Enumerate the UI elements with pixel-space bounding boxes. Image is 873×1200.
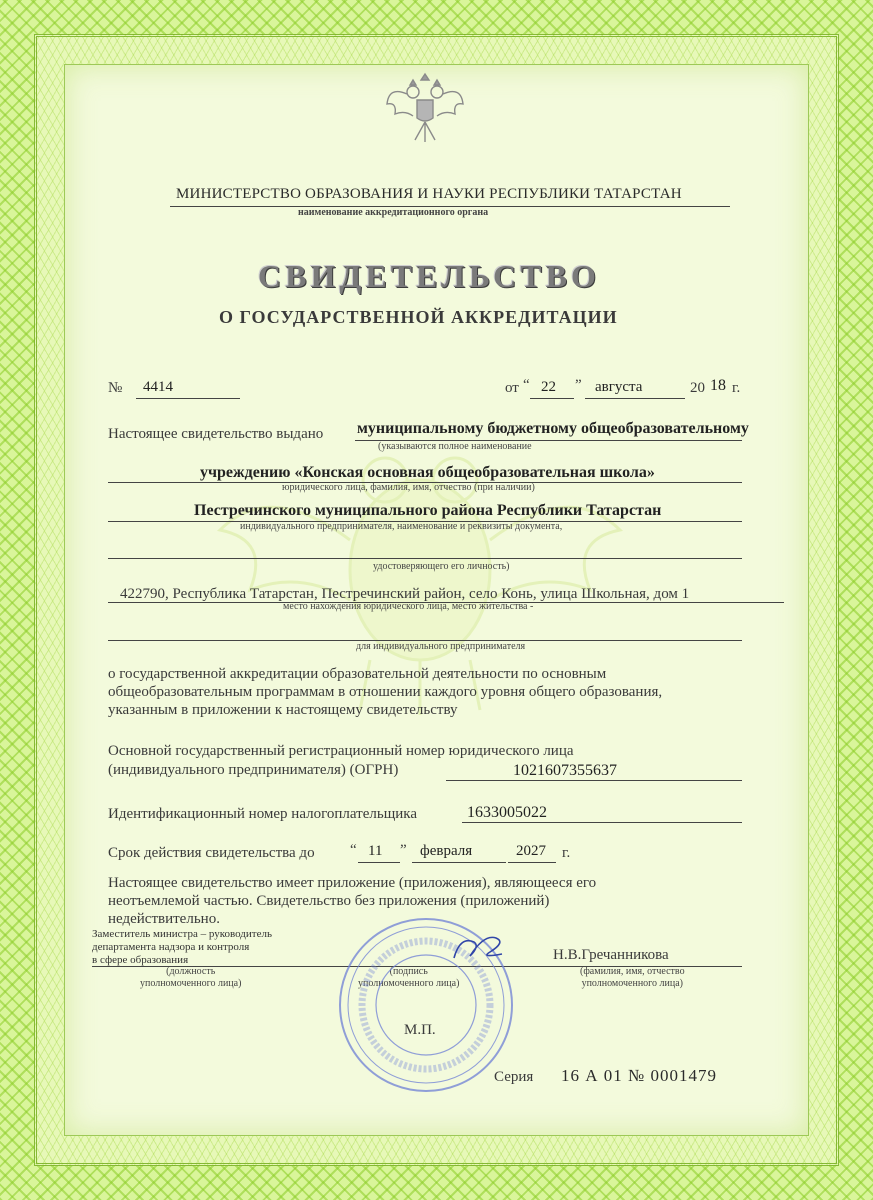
inn-value: 1633005022: [467, 804, 547, 821]
caption-signature-line-1: (подпись: [389, 966, 428, 977]
caption-entrepreneur-location: для индивидуального предпринимателя: [356, 641, 526, 652]
ogrn-value: 1021607355637: [513, 762, 617, 779]
certificate-number: 4414: [143, 379, 173, 395]
caption-name: [580, 966, 685, 990]
accreditation-paragraph: [108, 665, 741, 719]
accreditation-line-2: общеобразовательным программам в отношении каждого уровня общего образования,: [108, 684, 663, 700]
caption-signature-line-2: уполномоченного лица): [358, 978, 460, 989]
date-year: 18: [710, 377, 726, 394]
number-label: №: [108, 380, 123, 396]
caption-identity: удостоверяющего его личность): [373, 561, 510, 572]
number-underline: [136, 398, 240, 399]
validity-month-underline: [412, 862, 506, 863]
ministry-name: МИНИСТЕРСТВО ОБРАЗОВАНИЯ И НАУКИ РЕСПУБЛИКИ ТАТАРСТАН: [176, 186, 682, 202]
caption-full-name: (указываются полное наименование: [378, 441, 532, 452]
signer-position: [92, 928, 272, 967]
page-title: СВИДЕТЕЛЬСТВО: [258, 258, 600, 294]
inn-label: Идентификационный номер налогоплательщика: [108, 806, 418, 822]
date-open-quote: “: [523, 377, 530, 393]
stamp-place-label: М.П.: [404, 1022, 436, 1038]
caption-name-line-2: уполномоченного лица): [581, 978, 683, 989]
accreditation-line-3: указанным в приложении к настоящему свидетельству: [108, 702, 458, 718]
inn-underline: [462, 822, 742, 823]
appendix-line-1: Настоящее свидетельство имеет приложение (приложения), являющееся его: [108, 875, 597, 891]
date-suffix: г.: [732, 380, 741, 396]
issued-label: Настоящее свидетельство выдано: [108, 426, 324, 442]
address-value: 422790, Республика Татарстан, Пестречинский район, село Конь, улица Школьная, дом 1: [120, 586, 690, 602]
signer-position-line-3: в сфере образования: [92, 954, 189, 966]
caption-position-line-2: уполномоченного лица): [140, 978, 242, 989]
validity-year-underline: [508, 862, 556, 863]
date-year-prefix: 20: [690, 380, 705, 396]
date-close-quote: ”: [575, 377, 582, 393]
page-subtitle: О ГОСУДАРСТВЕННОЙ АККРЕДИТАЦИИ: [219, 307, 618, 327]
validity-suffix: г.: [562, 845, 571, 861]
series-number: 16 А 01 № 0001479: [561, 1066, 717, 1085]
caption-name-line-1: (фамилия, имя, отчество: [580, 966, 685, 977]
identity-document-underline: [108, 558, 742, 559]
date-day: 22: [541, 379, 556, 395]
date-month: августа: [595, 379, 643, 395]
ogrn-label-line-1: Основной государственный регистрационный номер юридического лица: [108, 743, 574, 759]
caption-position: [140, 966, 241, 990]
caption-location: место нахождения юридического лица, место жительства -: [283, 601, 534, 612]
ogrn-label-line-2: (индивидуального предпринимателя) (ОГРН): [108, 762, 399, 778]
series-label: Серия: [494, 1069, 534, 1085]
validity-close-quote: ”: [400, 842, 407, 858]
recipient-line-3: Пестречинского муниципального района Республики Татарстан: [194, 502, 662, 519]
recipient-line-1: муниципальному бюджетному общеобразовательному: [357, 420, 749, 437]
validity-label: Срок действия свидетельства до: [108, 845, 315, 861]
coat-of-arms-icon: [383, 66, 467, 150]
validity-year: 2027: [516, 843, 546, 859]
date-day-underline: [530, 398, 574, 399]
accreditation-line-1: о государственной аккредитации образовательной деятельности по основным: [108, 666, 607, 682]
date-month-underline: [585, 398, 685, 399]
caption-legal-entity: юридического лица, фамилия, имя, отчество (при наличии): [282, 482, 535, 493]
validity-day-underline: [358, 862, 400, 863]
caption-entrepreneur: индивидуального предпринимателя, наименование и реквизиты документа,: [240, 521, 563, 532]
validity-open-quote: “: [350, 842, 357, 858]
ministry-caption: наименование аккредитационного органа: [298, 207, 489, 218]
caption-position-line-1: (должность: [166, 966, 216, 977]
ogrn-underline: [446, 780, 742, 781]
appendix-line-3: недействительно.: [108, 911, 220, 927]
signature-scribble-icon: [450, 928, 510, 972]
signer-position-line-1: Заместитель министра – руководитель: [92, 928, 272, 940]
signer-name: Н.В.Гречанникова: [553, 947, 669, 963]
recipient-line-2: учреждению «Конская основная общеобразовательная школа»: [200, 464, 655, 481]
date-from-label: от: [505, 380, 519, 396]
validity-month: февраля: [420, 843, 473, 859]
validity-day: 11: [368, 843, 383, 859]
appendix-line-2: неотъемлемой частью. Свидетельство без приложения (приложений): [108, 893, 550, 909]
signer-position-line-2: департамента надзора и контроля: [92, 941, 250, 953]
